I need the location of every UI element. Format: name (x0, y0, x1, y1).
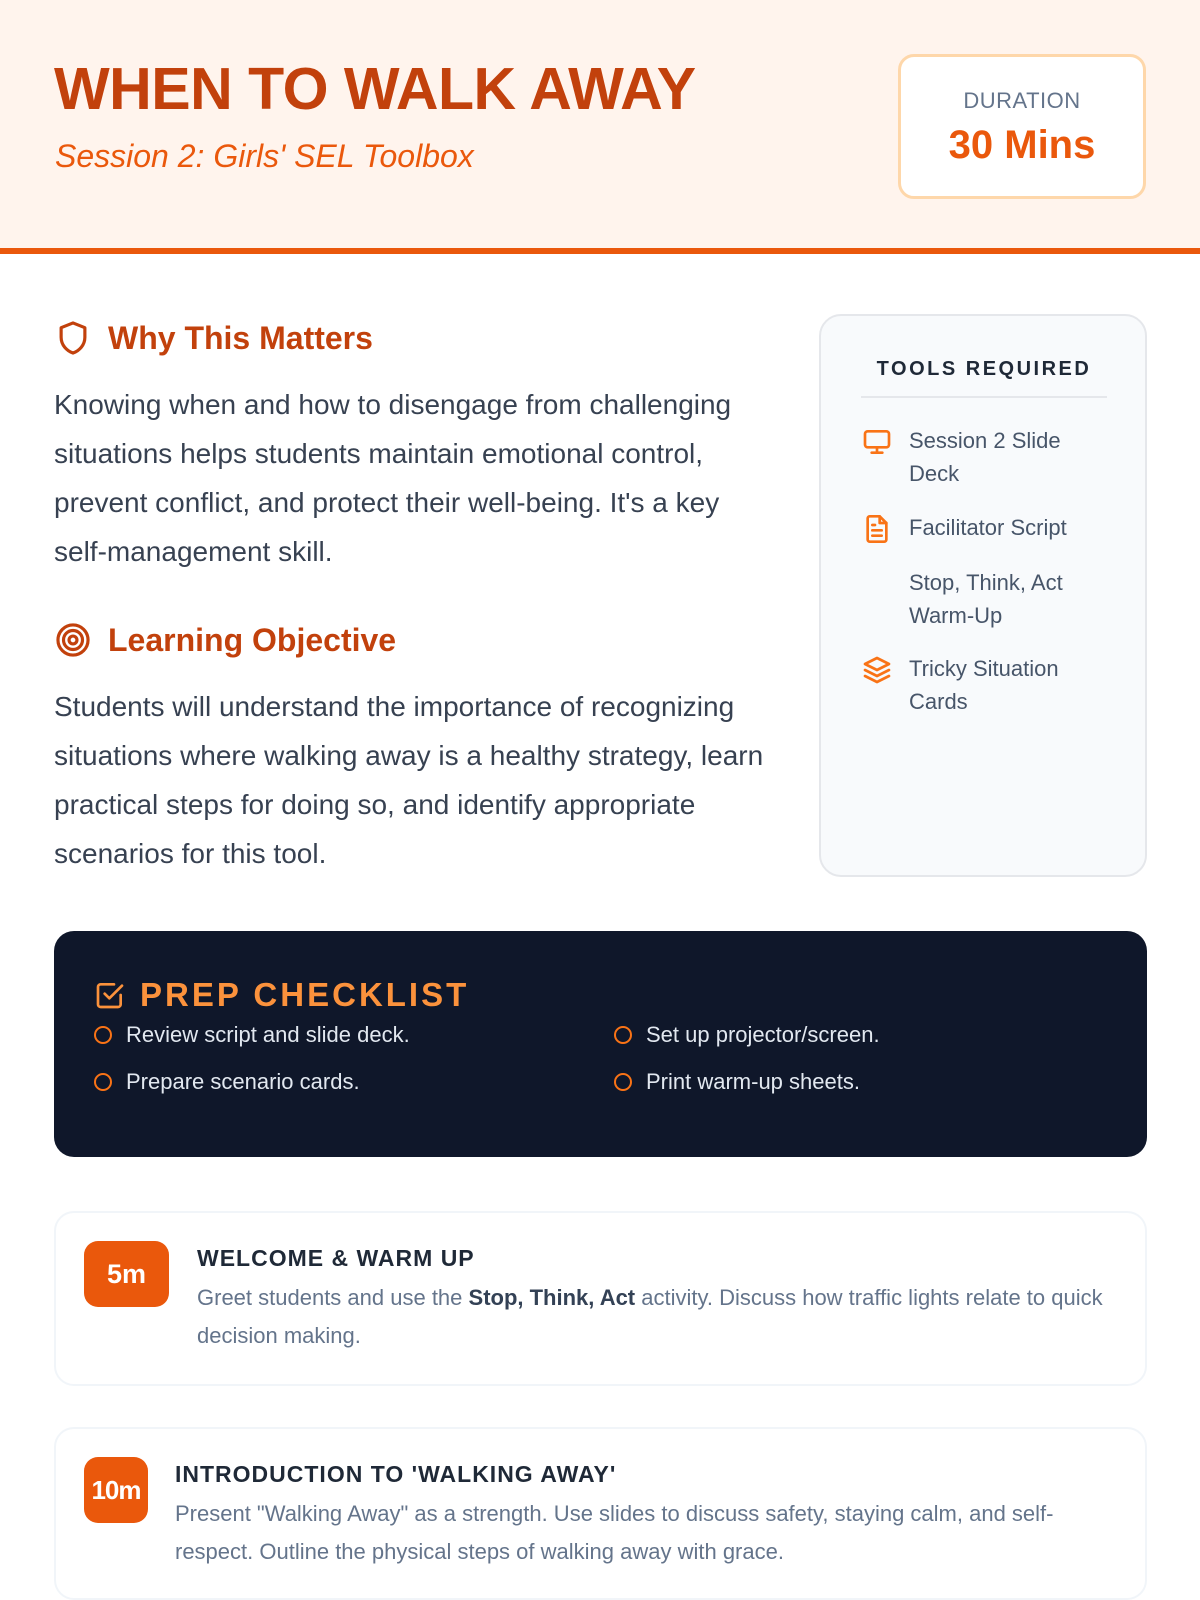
tools-title: TOOLS REQUIRED (861, 356, 1107, 398)
agenda-item (54, 1211, 1147, 1386)
duration-box (898, 54, 1146, 199)
checkbox-circle-icon[interactable] (614, 1073, 632, 1091)
tool-label: Session 2 Slide Deck (909, 428, 1061, 486)
agenda-description (197, 1279, 1117, 1355)
checklist-label: Prepare scenario cards. (126, 1069, 360, 1094)
page-header (0, 0, 1200, 254)
tools-panel (819, 314, 1147, 877)
agenda-desc-text: Greet students and use the (197, 1285, 469, 1310)
checkbox-circle-icon[interactable] (614, 1026, 632, 1044)
why-text: Knowing when and how to disengage from challenging situations helps students maintain emotional control, prevent conflict, and protect their well-being. It's a key self-management skill. (54, 389, 732, 567)
tool-label: Tricky Situation Cards (909, 656, 1059, 714)
prep-checklist-panel (54, 931, 1147, 1157)
prep-heading-row (94, 975, 469, 1015)
time-badge: 10m (84, 1457, 148, 1523)
checklist-item[interactable] (94, 1021, 410, 1049)
agenda-desc-bold: Stop, Think, Act (468, 1285, 636, 1310)
agenda-description: Present "Walking Away" as a strength. Use slides to discuss safety, staying calm, and self-respect. Outline the physical steps of walking away with grace. (175, 1501, 1054, 1564)
checklist-item[interactable] (614, 1021, 880, 1049)
target-icon (54, 621, 92, 659)
agenda-item (54, 1427, 1147, 1600)
document-icon (861, 513, 893, 545)
checkbox-icon (94, 979, 126, 1011)
why-heading-row (54, 318, 373, 358)
duration-value: 30 Mins (948, 123, 1096, 167)
why-heading: Why This Matters (108, 320, 373, 356)
tool-item (861, 424, 1111, 490)
duration-label: DURATION (963, 88, 1081, 113)
checklist-item[interactable] (614, 1068, 860, 1096)
layers-icon (861, 654, 893, 686)
prep-heading: PREP CHECKLIST (140, 976, 470, 1013)
objective-heading-row (54, 620, 396, 660)
objective-text: Students will understand the importance of recognizing situations where walking away is a healthy strategy, learn practical steps for doing so, and identify appropriate scenarios for this tool. (54, 691, 764, 869)
agenda-desc-text: activity. Discuss how traffic lights relate to quick decision making. (197, 1285, 1103, 1348)
agenda-title: WELCOME & WARM UP (197, 1245, 475, 1271)
checkbox-circle-icon[interactable] (94, 1073, 112, 1091)
checklist-label: Set up projector/screen. (646, 1022, 880, 1047)
page-subtitle: Session 2: Girls' SEL Toolbox (55, 138, 474, 174)
tool-label: Stop, Think, Act Warm-Up (909, 570, 1063, 628)
checklist-label: Review script and slide deck. (126, 1022, 410, 1047)
checkbox-circle-icon[interactable] (94, 1026, 112, 1044)
tool-item (861, 566, 1111, 632)
objective-heading: Learning Objective (108, 622, 397, 658)
tool-label: Facilitator Script (909, 515, 1067, 540)
shield-icon (54, 319, 92, 357)
time-badge: 5m (84, 1241, 169, 1307)
tool-item (861, 511, 1111, 545)
tool-item (861, 652, 1111, 718)
checklist-item[interactable] (94, 1068, 360, 1096)
monitor-icon (861, 426, 893, 458)
checklist-label: Print warm-up sheets. (646, 1069, 860, 1094)
agenda-title: INTRODUCTION TO 'WALKING AWAY' (175, 1461, 617, 1487)
page-title: WHEN TO WALK AWAY (54, 56, 696, 122)
